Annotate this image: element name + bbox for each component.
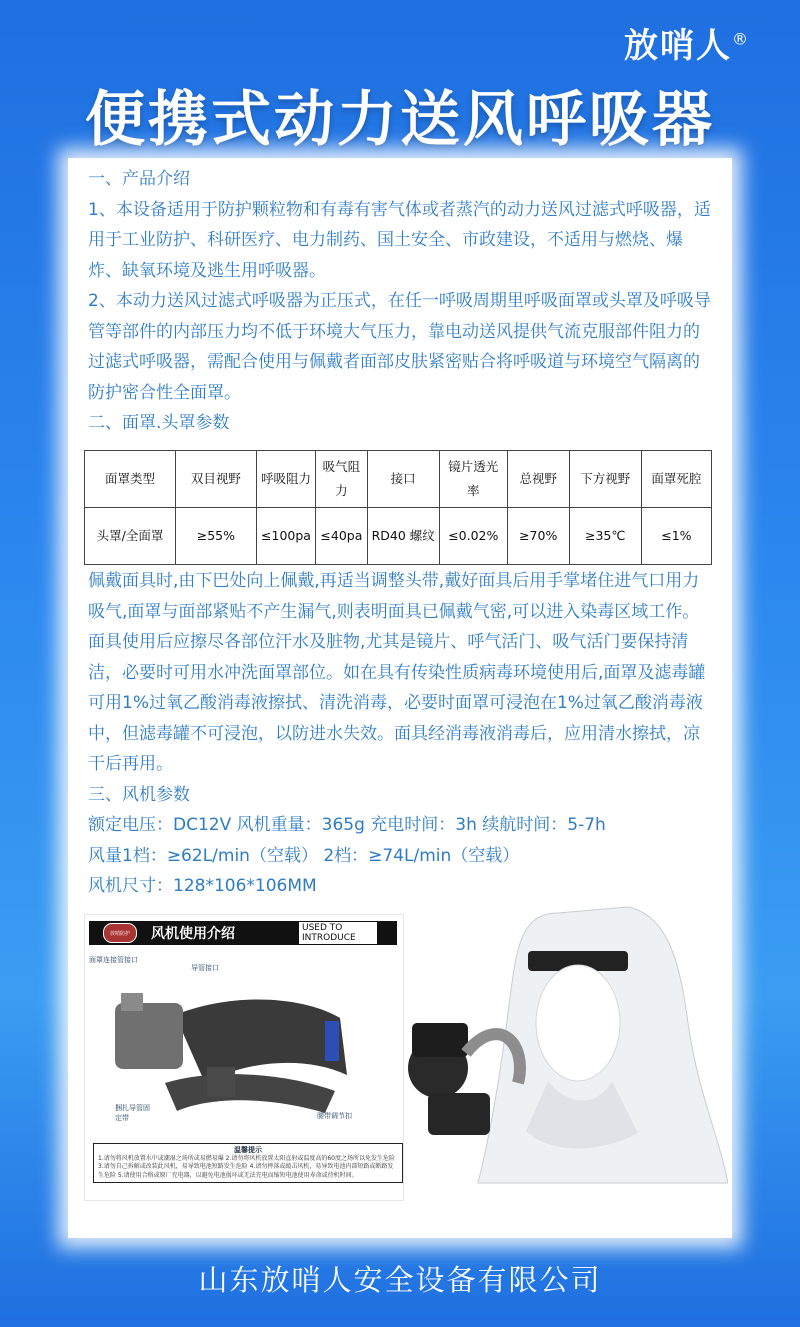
company-name: 山东放哨人安全设备有限公司 xyxy=(198,1263,602,1297)
content-panel xyxy=(68,158,732,1238)
intro-paragraph-2: 2、本动力送风过滤式呼吸器为正压式，在任一呼吸周期里呼吸面罩或头罩及呼吸导管等部件的内部压力均不低于环境大气压力，靠电动送风提供气流克服部件阻力的过滤式呼吸器，需配合使用与佩戴者面部皮肤紧密贴合将呼吸道与环境空气隔离的防护密合性全面罩。 xyxy=(88,291,711,403)
th-interface: 接口 xyxy=(367,451,439,508)
intro-section xyxy=(88,164,716,439)
td-transmittance: ≤0.02% xyxy=(439,508,507,565)
fan-housing-shape xyxy=(412,1023,468,1057)
params-value-row xyxy=(85,508,712,565)
tips-text: 1.请勿将风机放置水中或潮湿之场所或易燃易爆 2.请勿将风机放置太阳直射或温度高的60度之场所以免发生危险 3.请勿自己拆解或改装此风机，易导致电池短路发生危险 4.请勿摔落或敲击风机，易导致电池内部短路或断路发生危险 5.请使用合格或原厂充电器，以避免电池损坏或无法充电而缩短电池使用寿命或待机时间。 xyxy=(98,1154,395,1179)
fan-body-shape xyxy=(115,1003,183,1069)
tips-title: 温馨提示 xyxy=(234,1146,262,1154)
fan-card-subtitle: USED TO INTRODUCE xyxy=(299,922,377,944)
label-mask-port: 面罩连接管接口 xyxy=(89,956,138,964)
fan-intro-card xyxy=(84,914,404,1201)
belt-buckle-shape xyxy=(325,1021,339,1061)
td-interface: RD40 螺纹 xyxy=(367,508,439,565)
td-dead-space: ≤1% xyxy=(641,508,711,565)
usage-section xyxy=(88,566,716,902)
th-lower-view: 下方视野 xyxy=(569,451,641,508)
label-strap: 捆扎导管固定带 xyxy=(115,1104,150,1122)
td-lower-view: ≥35℃ xyxy=(569,508,641,565)
params-heading: 二、面罩.头罩参数 xyxy=(88,413,230,433)
th-breath-resistance: 呼吸阻力 xyxy=(256,451,316,508)
params-header-row xyxy=(85,451,712,508)
th-binocular-view: 双目视野 xyxy=(176,451,257,508)
td-total-view: ≥70% xyxy=(507,508,569,565)
brand-name: 放哨人 xyxy=(624,26,732,66)
th-transmittance: 镜片透光率 xyxy=(439,451,507,508)
fan-spec-line-2: 风量1档：≥62L/min（空载） 2档：≥74L/min（空载） xyxy=(88,845,520,866)
label-hose-port: 导管接口 xyxy=(191,964,219,972)
page-title: 便携式动力送风呼吸器 xyxy=(85,85,715,155)
th-total-view: 总视野 xyxy=(507,451,569,508)
intro-paragraph-1: 1、本设备适用于防护颗粒物和有毒有害气体或者蒸汽的动力送风过滤式呼吸器，适用于工业防护、科研医疗、电力制药、国土安全、市政建设，不适用与燃烧、爆炸、缺氧环境及逃生用呼吸器。 xyxy=(88,199,711,281)
belt-lower-shape xyxy=(165,1074,335,1113)
label-belt: 腰带调节扣 xyxy=(317,1112,352,1120)
registered-mark: ® xyxy=(732,29,750,49)
respirator-hood-illustration xyxy=(398,893,728,1193)
fan-card-title: 风机使用介绍 xyxy=(151,926,235,942)
td-breath-resistance: ≤100pa xyxy=(256,508,316,565)
th-inhale-resistance: 吸气阻力 xyxy=(316,451,367,508)
strap-shape xyxy=(207,1067,235,1097)
fan-heading: 三、风机参数 xyxy=(88,784,190,805)
brand-logo xyxy=(624,18,750,67)
belt-shape xyxy=(175,999,347,1083)
fan-spec-line-3: 风机尺寸：128*106*106MM xyxy=(88,876,317,896)
th-dead-space: 面罩死腔 xyxy=(641,451,711,508)
filter-canister-shape xyxy=(428,1093,490,1135)
params-table xyxy=(84,450,712,565)
th-mask-type: 面罩类型 xyxy=(85,451,176,508)
fan-card-header xyxy=(89,921,397,945)
face-shape xyxy=(536,965,620,1081)
fan-card-logo: 放哨防护 xyxy=(103,923,137,943)
td-inhale-resistance: ≤40pa xyxy=(316,508,367,565)
td-mask-type: 头罩/全面罩 xyxy=(85,508,176,565)
fan-spec-line-1: 额定电压：DC12V 风机重量：365g 充电时间：3h 续航时间：5-7h xyxy=(88,815,606,835)
td-binocular-view: ≥55% xyxy=(176,508,257,565)
fan-port-shape xyxy=(121,993,143,1011)
intro-heading: 一、产品介绍 xyxy=(88,169,190,189)
usage-paragraph: 佩戴面具时,由下巴处向上佩戴,再适当调整头带,戴好面具后用手掌堵住进气口用力吸气,面罩与面部紧贴不产生漏气,则表明面具已佩戴气密,可以进入染毒区域工作。面具使用后应擦尽各部位汗水及脏物,尤其是镜片、呼气活门、吸气活门要保持清洁，必要时可用水冲洗面罩部位。如在具有传染性质病毒环境使用后,面罩及滤毒罐可用1%过氧乙酸消毒液擦拭、清洗消毒，必要时面罩可浸泡在1%过氧乙酸消毒液中，但滤毒罐不可浸泡，以防进水失效。面具经消毒液消毒后，应用清水擦拭，凉干后再用。 xyxy=(88,571,706,774)
tips-box xyxy=(93,1143,403,1183)
